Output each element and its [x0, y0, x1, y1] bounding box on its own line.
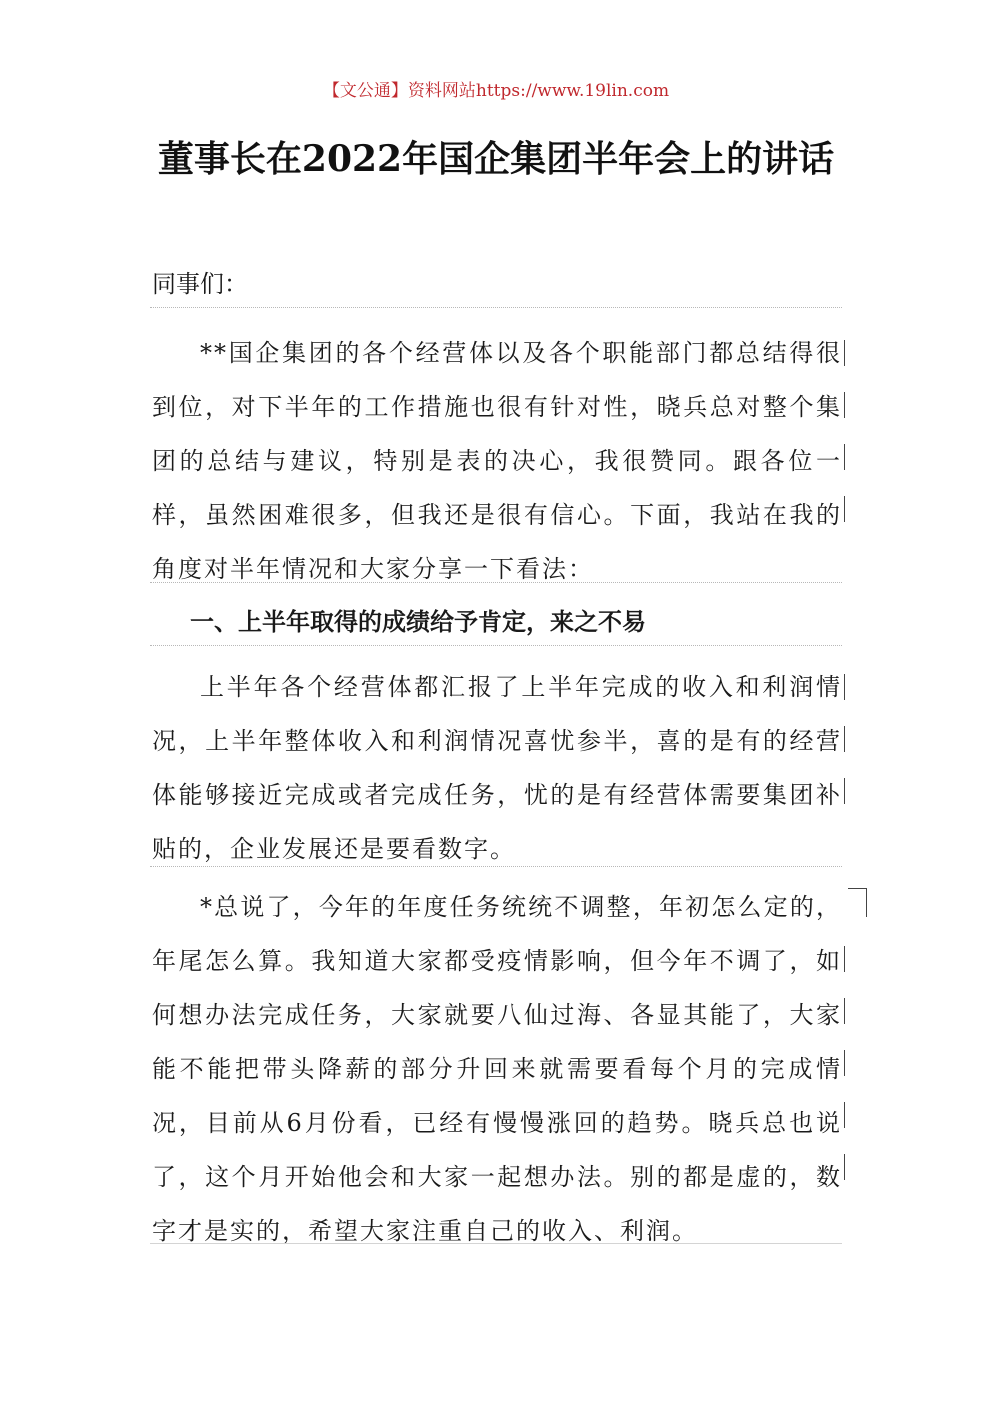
site-header: 【文公通】资料网站https://www.19lin.com — [322, 81, 670, 101]
paragraph-divider — [150, 307, 842, 308]
paragraph-divider — [150, 866, 842, 867]
paragraph-divider — [150, 645, 842, 646]
margin-marker — [844, 444, 845, 470]
margin-marker — [844, 674, 845, 700]
paragraph-2: 上半年各个经营体都汇报了上半年完成的收入和利润情况，上半年整体收入和利润情况喜忧参半，喜的是有的经营体能够接近完成或者完成任务，忧的是有经营体需要集团补贴的，企业发展还是要看数字。 — [152, 673, 842, 863]
margin-marker — [844, 340, 845, 366]
margin-marker — [844, 1102, 845, 1128]
margin-marker — [844, 392, 845, 418]
margin-marker — [844, 998, 845, 1024]
paragraph-1: **国企集团的各个经营体以及各个职能部门都总结得很到位，对下半年的工作措施也很有针对性，晓兵总对整个集团的总结与建议，特别是表的决心，我很赞同。跟各位一样，虽然困难很多，但我还是很有信心。下面，我站在我的角度对半年情况和大家分享一下看法： — [152, 339, 842, 583]
document-title: 董事长在2022年国企集团半年会上的讲话 — [157, 138, 835, 180]
margin-marker — [844, 946, 845, 972]
salutation: 同事们： — [152, 270, 248, 298]
margin-marker — [844, 1154, 845, 1180]
paragraph-3: *总说了，今年的年度任务统统不调整，年初怎么定的，年尾怎么算。我知道大家都受疫情影响，但今年不调了，如何想办法完成任务，大家就要八仙过海、各显其能了，大家能不能把带头降薪的部分升回来就需要看每个月的完成情况，目前从6月份看，已经有慢慢涨回的趋势。晓兵总也说了，这个月开始他会和大家一起想办法。别的都是虚的，数字才是实的，希望大家注重自己的收入、利润。 — [152, 893, 842, 1245]
margin-marker — [844, 496, 845, 522]
section-divider — [150, 1243, 842, 1244]
margin-corner-marker — [848, 888, 867, 917]
section-heading-1: 一、上半年取得的成绩给予肯定，来之不易 — [190, 607, 646, 636]
margin-marker — [844, 778, 845, 804]
margin-marker — [844, 1050, 845, 1076]
margin-marker — [844, 726, 845, 752]
paragraph-divider — [150, 582, 842, 583]
